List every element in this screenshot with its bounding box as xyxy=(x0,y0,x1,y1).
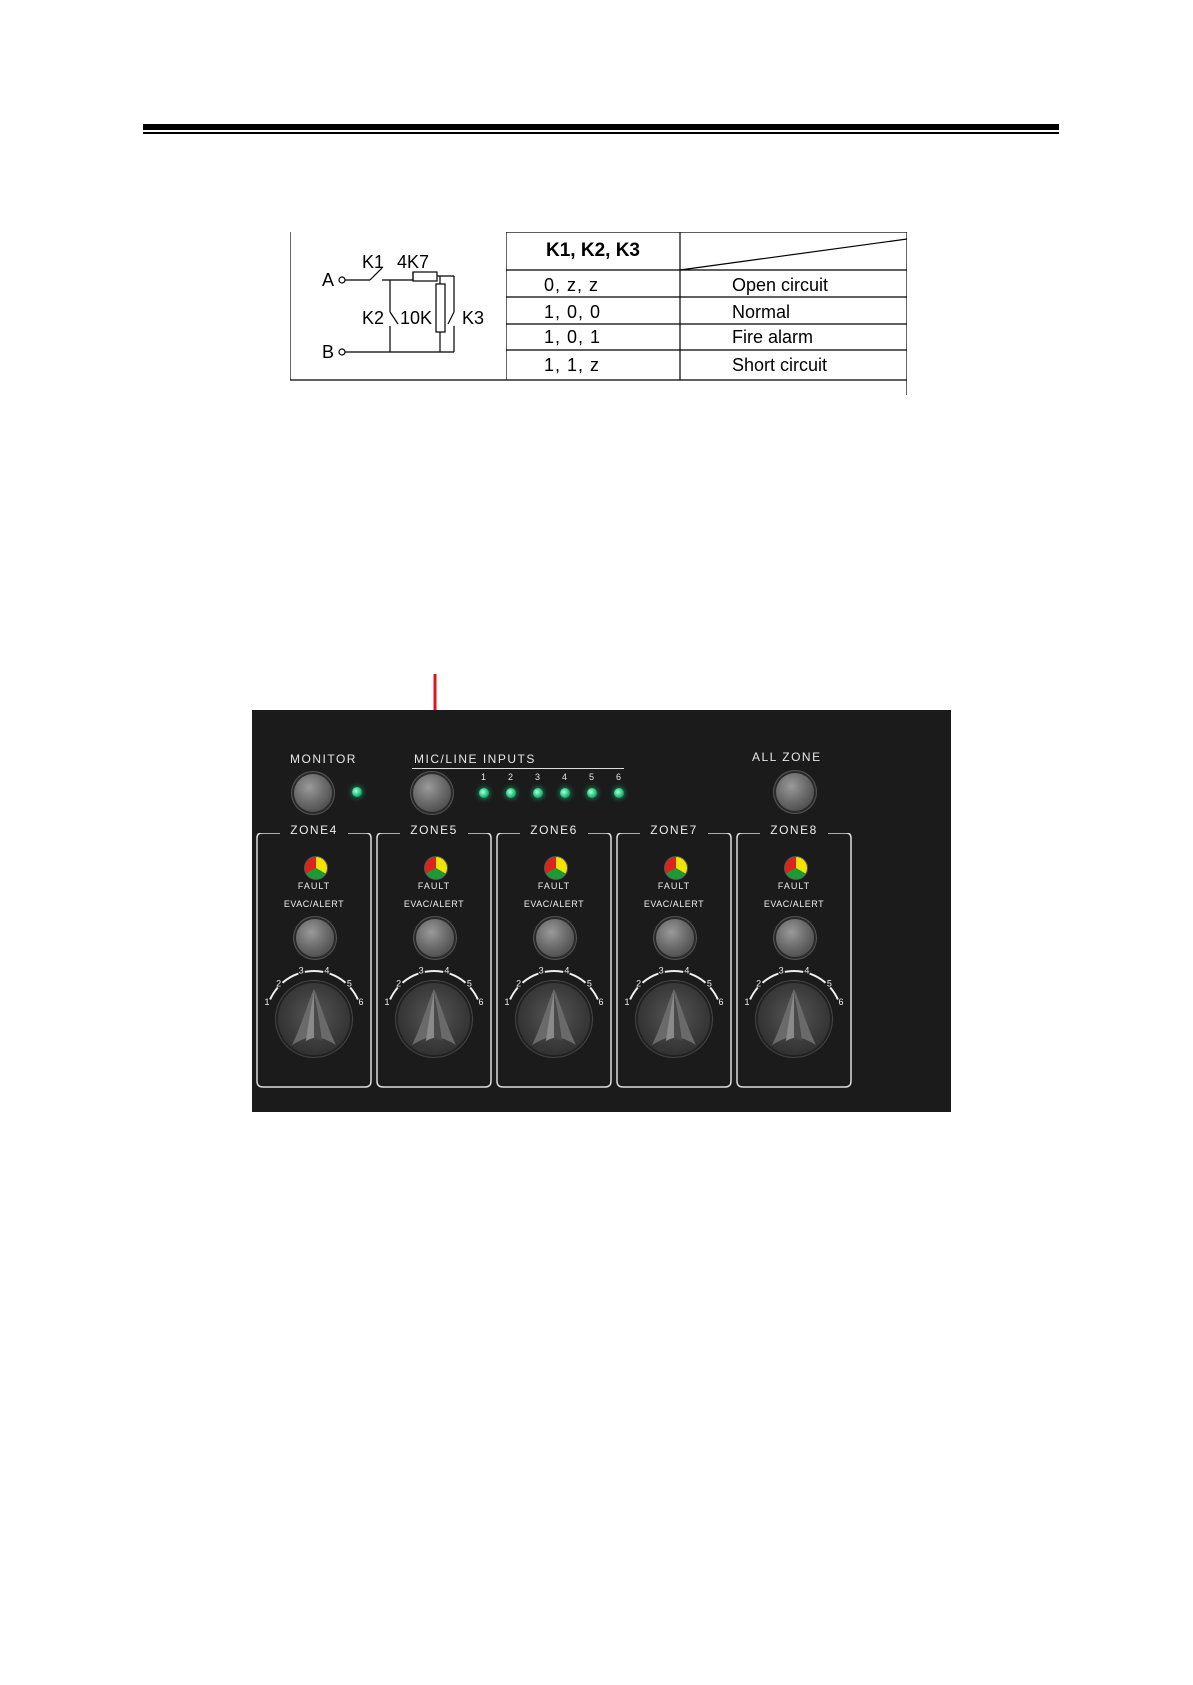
scale-number: 1 xyxy=(744,996,750,1007)
row-code: 0, z, z xyxy=(544,275,600,295)
scale-number: 5 xyxy=(466,978,472,989)
table-row xyxy=(506,299,907,325)
scale-number: 4 xyxy=(444,965,450,976)
scale-number: 6 xyxy=(478,996,484,1007)
scale-number: 4 xyxy=(804,965,810,976)
fault-label: FAULT xyxy=(417,881,451,891)
scale-number: 4 xyxy=(324,965,330,976)
evac-alert-button[interactable] xyxy=(416,919,454,957)
table-header: K1, K2, K3 xyxy=(546,240,640,261)
scale-number: 4 xyxy=(564,965,570,976)
input-led-6 xyxy=(614,788,624,798)
input-select-button[interactable] xyxy=(413,774,451,812)
table-row xyxy=(506,352,907,378)
scale-number: 6 xyxy=(718,996,724,1007)
all-zone-button[interactable] xyxy=(776,773,814,811)
volume-knob[interactable] xyxy=(278,983,350,1055)
input-led-4 xyxy=(560,788,570,798)
zone-name: ZONE6 xyxy=(530,823,578,837)
zone-name: ZONE4 xyxy=(290,823,338,837)
fault-led xyxy=(664,856,688,880)
scale-number: 2 xyxy=(756,978,762,989)
input-number-5: 5 xyxy=(589,772,595,782)
k1-label: K1 xyxy=(362,252,385,272)
wiring-diagram xyxy=(290,232,907,395)
fault-label: FAULT xyxy=(537,881,571,891)
fault-label: FAULT xyxy=(297,881,331,891)
zone-name: ZONE5 xyxy=(410,823,458,837)
scale-number: 6 xyxy=(838,996,844,1007)
volume-knob[interactable] xyxy=(758,983,830,1055)
row-state: Fire alarm xyxy=(732,327,814,347)
scale-number: 6 xyxy=(598,996,604,1007)
truth-table xyxy=(506,232,907,380)
scale-number: 3 xyxy=(538,965,544,976)
zone-name: ZONE8 xyxy=(770,823,818,837)
scale-number: 3 xyxy=(778,965,784,976)
input-number-2: 2 xyxy=(508,772,514,782)
r1-label: 4K7 xyxy=(397,252,430,272)
evac-alert-label: EVAC/ALERT xyxy=(763,899,825,909)
inputs-underline xyxy=(412,768,624,769)
volume-knob[interactable] xyxy=(518,983,590,1055)
r2-label: 10K xyxy=(400,308,433,328)
input-led-3 xyxy=(533,788,543,798)
node-b-label: B xyxy=(322,342,335,362)
zone-strip-zone7 xyxy=(616,823,732,1089)
row-state: Open circuit xyxy=(732,275,829,295)
scale-number: 3 xyxy=(418,965,424,976)
zone-strip-zone6 xyxy=(496,823,612,1089)
scale-number: 5 xyxy=(706,978,712,989)
evac-alert-button[interactable] xyxy=(296,919,334,957)
zone-strip-zone5 xyxy=(376,823,492,1089)
evac-alert-label: EVAC/ALERT xyxy=(283,899,345,909)
scale-number: 3 xyxy=(658,965,664,976)
knob-grip-icon xyxy=(278,983,350,1055)
knob-grip-icon xyxy=(518,983,590,1055)
node-a-label: A xyxy=(322,270,335,290)
row-code: 1, 0, 0 xyxy=(544,302,602,322)
fault-label: FAULT xyxy=(777,881,811,891)
input-number-1: 1 xyxy=(481,772,487,782)
circuit-diagram xyxy=(290,232,506,380)
input-led-5 xyxy=(587,788,597,798)
row-state: Normal xyxy=(732,302,791,322)
scale-number: 5 xyxy=(346,978,352,989)
header-rule-thick xyxy=(143,124,1059,130)
row-state: Short circuit xyxy=(732,355,828,375)
scale-number: 4 xyxy=(684,965,690,976)
evac-alert-button[interactable] xyxy=(536,919,574,957)
evac-alert-label: EVAC/ALERT xyxy=(403,899,465,909)
scale-number: 1 xyxy=(384,996,390,1007)
evac-alert-label: EVAC/ALERT xyxy=(523,899,585,909)
evac-alert-label: EVAC/ALERT xyxy=(643,899,705,909)
evac-alert-button[interactable] xyxy=(776,919,814,957)
scale-number: 2 xyxy=(276,978,282,989)
row-code: 1, 1, z xyxy=(544,355,601,375)
scale-number: 6 xyxy=(358,996,364,1007)
volume-knob[interactable] xyxy=(638,983,710,1055)
input-number-3: 3 xyxy=(535,772,541,782)
table-row xyxy=(506,272,907,298)
scale-number: 2 xyxy=(636,978,642,989)
fault-led xyxy=(544,856,568,880)
scale-number: 2 xyxy=(396,978,402,989)
knob-grip-icon xyxy=(758,983,830,1055)
k2-label: K2 xyxy=(362,308,385,328)
input-led-1 xyxy=(479,788,489,798)
monitor-label: MONITOR xyxy=(290,752,357,766)
all-zone-label: ALL ZONE xyxy=(752,750,822,764)
fault-label: FAULT xyxy=(657,881,691,891)
monitor-led xyxy=(352,787,362,797)
volume-knob[interactable] xyxy=(398,983,470,1055)
input-number-4: 4 xyxy=(562,772,568,782)
table-row xyxy=(506,324,907,350)
scale-number: 2 xyxy=(516,978,522,989)
fault-led xyxy=(784,856,808,880)
monitor-button[interactable] xyxy=(294,774,332,812)
scale-number: 3 xyxy=(298,965,304,976)
zone-strip-zone4 xyxy=(256,823,372,1089)
scale-number: 1 xyxy=(504,996,510,1007)
k3-label: K3 xyxy=(462,308,485,328)
zone-name: ZONE7 xyxy=(650,823,698,837)
scale-number: 5 xyxy=(586,978,592,989)
fault-led xyxy=(424,856,448,880)
scale-number: 5 xyxy=(826,978,832,989)
evac-alert-button[interactable] xyxy=(656,919,694,957)
scale-number: 1 xyxy=(624,996,630,1007)
header-rule-thin xyxy=(143,132,1059,134)
input-led-2 xyxy=(506,788,516,798)
knob-grip-icon xyxy=(638,983,710,1055)
fault-led xyxy=(304,856,328,880)
scale-number: 1 xyxy=(264,996,270,1007)
row-code: 1, 0, 1 xyxy=(544,327,602,347)
knob-grip-icon xyxy=(398,983,470,1055)
zone-strip-zone8 xyxy=(736,823,852,1089)
mic-line-inputs-label: MIC/LINE INPUTS xyxy=(414,752,536,766)
input-number-6: 6 xyxy=(616,772,622,782)
front-panel-photo xyxy=(252,710,951,1112)
